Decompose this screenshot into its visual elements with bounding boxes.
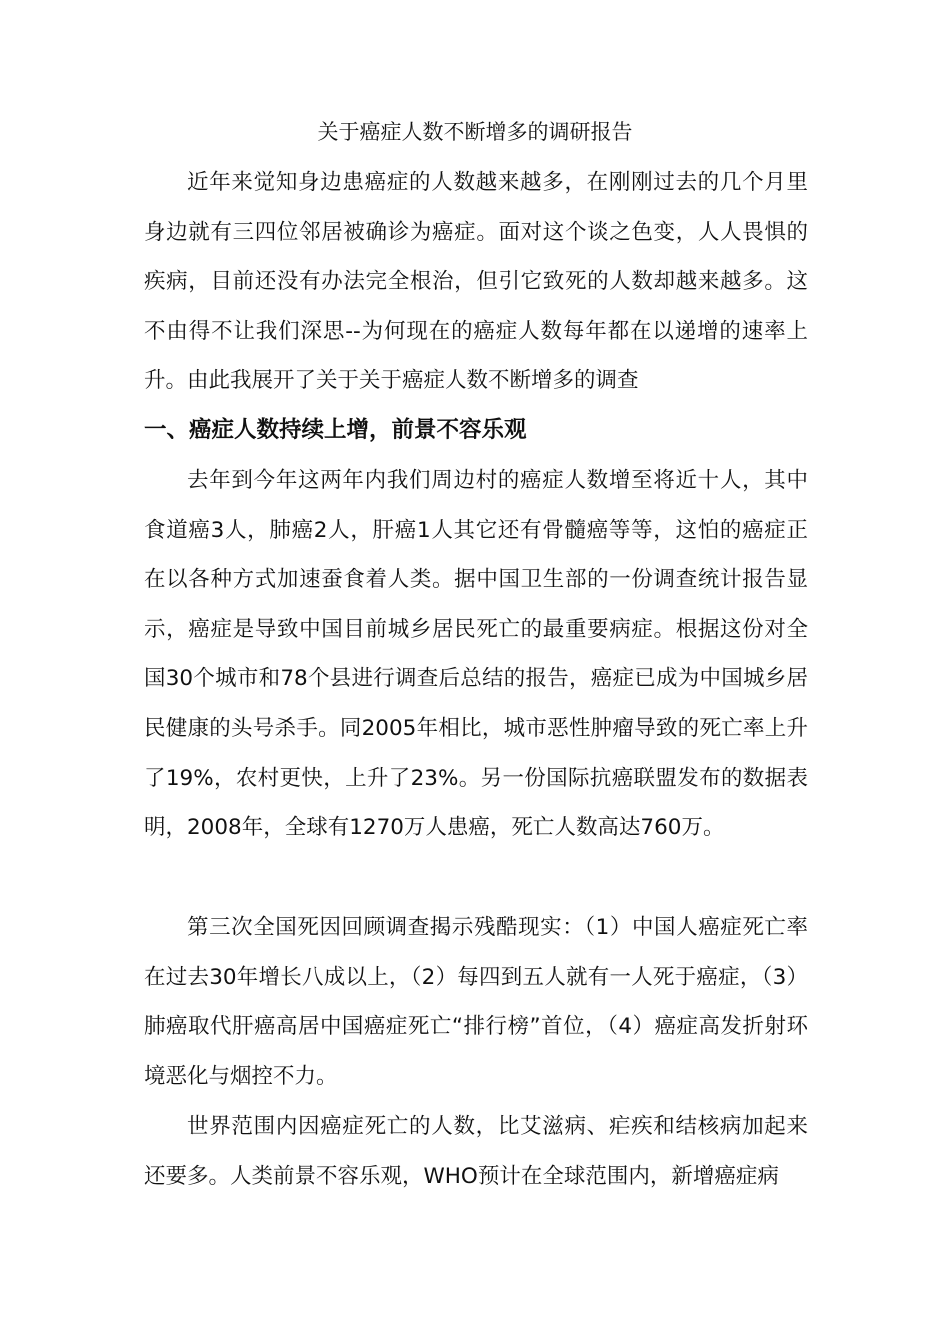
- body-paragraph: 第三次全国死因回顾调查揭示残酷现实：（1）中国人癌症死亡率在过去30年增长八成以上，（2）每四到五人就有一人死于癌症，（3）肺癌取代肝癌高居中国癌症死亡“排行榜”首位，（4）癌症高发折射环境恶化与烟控不力。: [144, 915, 808, 1089]
- body-paragraph: 去年到今年这两年内我们周边村的癌症人数增至将近十人，其中食道癌3人，肺癌2人，肝癌1人其它还有骨髓癌等等，这怕的癌症正在以各种方式加速蚕食着人类。据中国卫生部的一份调查统计报告显示，癌症是导致中国目前城乡居民死亡的最重要病症。根据这份对全国30个城市和78个县进行调查后总结的报告，癌症已成为中国城乡居民健康的头号杀手。同2005年相比，城市恶性肿瘤导致的死亡率上升了19%，农村更快，上升了23%。另一份国际抗癌联盟发布的数据表明，2008年，全球有1270万人患癌，死亡人数高达760万。: [144, 468, 808, 841]
- section-heading: 一、癌症人数持续上增，前景不容乐观: [144, 417, 527, 443]
- document-title: 关于癌症人数不断增多的调研报告: [317, 120, 633, 144]
- intro-paragraph: 近年来觉知身边患癌症的人数越来越多，在刚刚过去的几个月里身边就有三四位邻居被确诊为癌症。面对这个谈之色变，人人畏惧的疾病，目前还没有办法完全根治，但引它致死的人数却越来越多。这不由得不让我们深思--为何现在的癌症人数每年都在以递增的速率上升。由此我展开了关于关于癌症人数不断增多的调查: [144, 170, 808, 394]
- body-paragraph: 世界范围内因癌症死亡的人数，比艾滋病、疟疾和结核病加起来还要多。人类前景不容乐观，WHO预计在全球范围内，新增癌症病: [144, 1114, 808, 1189]
